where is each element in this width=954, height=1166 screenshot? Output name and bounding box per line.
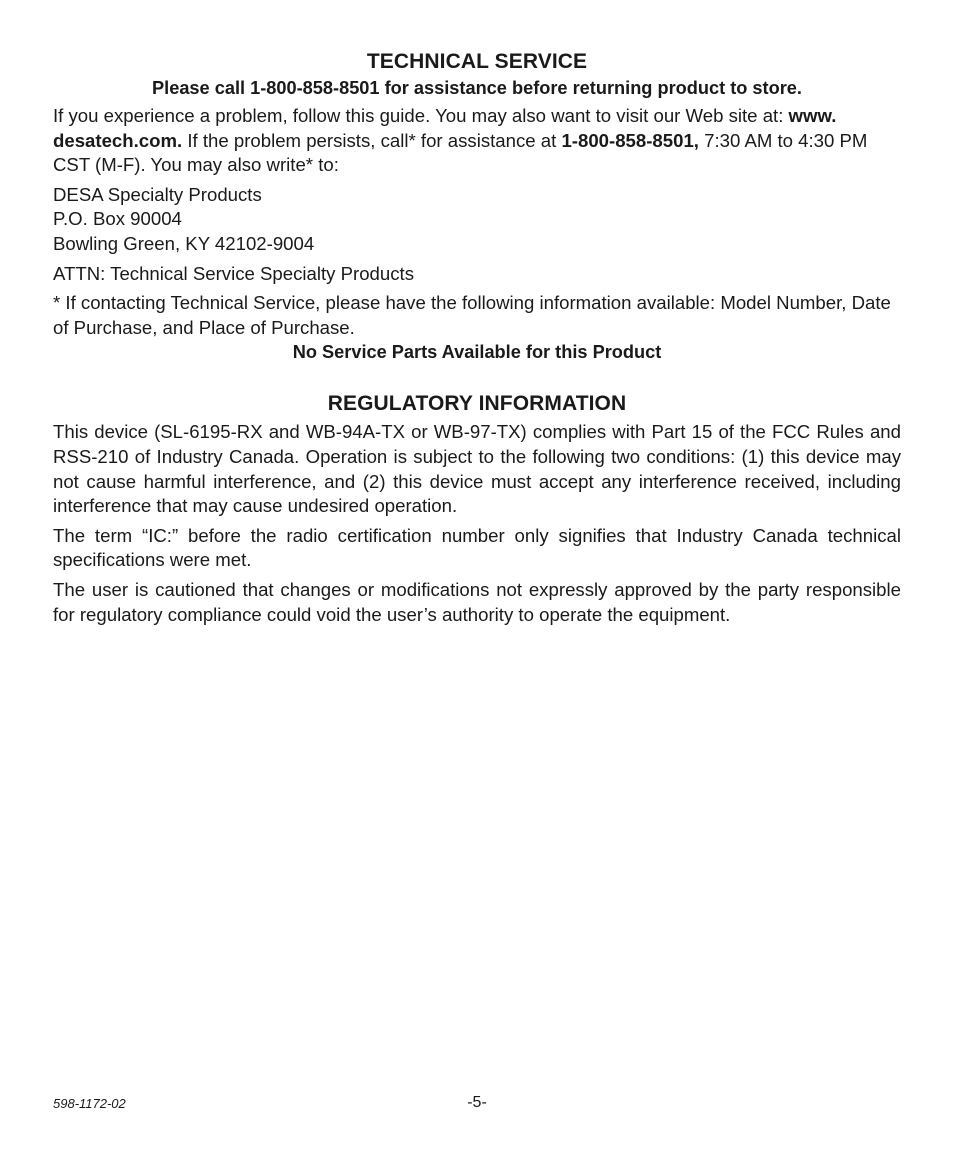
call-notice: Please call 1-800-858-8501 for assistance before returning product to store. bbox=[152, 78, 802, 98]
regulatory-paragraph-2: The term “IC:” before the radio certification number only signifies that Industry Canada technical specifications were met. bbox=[53, 524, 901, 571]
technical-service-heading: TECHNICAL SERVICE bbox=[366, 50, 588, 73]
intro-text-3: 7:30 AM to 4:30 PM CST (M-F). You may also write* to: bbox=[53, 129, 868, 176]
website-link[interactable]: www. desatech.com. bbox=[53, 105, 837, 151]
regulatory-paragraph-3: The user is cautioned that changes or modifications not expressly approved by the party responsible for regulatory compliance could void the user’s authority to operate the equipment. bbox=[53, 578, 901, 625]
phone-number: 1-800-858-8501, bbox=[561, 129, 699, 151]
address-line-2: P.O. Box 90004 bbox=[53, 208, 182, 230]
intro-text-2: If the problem persists, call* for assistance at bbox=[182, 129, 562, 151]
mailing-address bbox=[53, 183, 901, 257]
regulatory-paragraph-1: This device (SL-6195-RX and WB-94A-TX or WB-97-TX) complies with Part 15 of the FCC Rules and RSS-210 of Industry Canada. Operation is subject to the following two conditions: (1) this device may not cause harmful interference, and (2) this device must accept any interference received, including interference that may cause undesired operation. bbox=[53, 421, 901, 517]
page-number: -5- bbox=[467, 1094, 487, 1111]
document-code: 598-1172-02 bbox=[53, 1096, 126, 1111]
regulatory-heading: REGULATORY INFORMATION bbox=[327, 392, 627, 416]
page-content bbox=[53, 48, 901, 632]
no-service-parts-notice: No Service Parts Available for this Product bbox=[292, 342, 662, 363]
address-line-3: Bowling Green, KY 42102-9004 bbox=[53, 232, 315, 254]
intro-text-1: If you experience a problem, follow this guide. You may also want to visit our Web site at: bbox=[53, 105, 789, 126]
footnote: * If contacting Technical Service, please have the following information available: Model Number, Date of Purchase, and Place of Purchase. bbox=[53, 292, 891, 338]
section-spacer bbox=[53, 364, 901, 390]
attn-line: ATTN: Technical Service Specialty Products bbox=[53, 262, 414, 284]
address-line-1: DESA Specialty Products bbox=[53, 183, 262, 205]
technical-service-intro bbox=[53, 104, 901, 178]
